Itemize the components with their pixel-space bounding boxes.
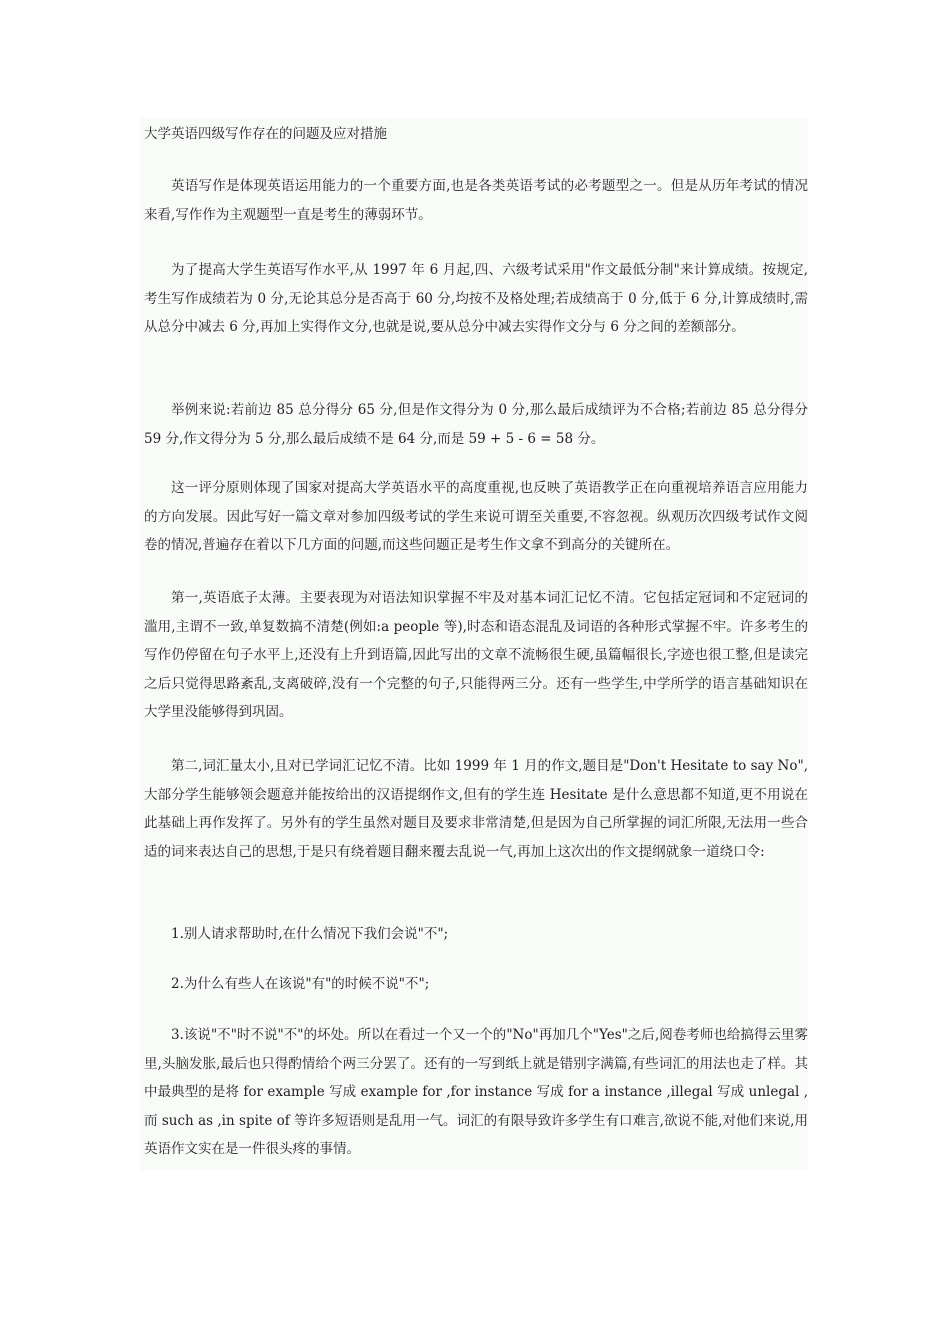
list-item-3: 3.该说"不"时不说"不"的坏处。所以在看过一个又一个的"No"再加几个"Yes"之后,阅卷考师也给搞得云里雾里,头脑发胀,最后也只得酌情给个两三分罢了。还有的一写到纸上就是错别字满篇,有些词汇的用法也走了样。其中最典型的是将 for example 写成 example for ,for instance 写成 for a instance ,illegal 写成 unlegal ,而 such as ,in spite of 等许多短语则是乱用一气。词汇的有限导致许多学生有口难言,欲说不能,对他们来说,用英语作文实在是一件很头疼的事情。 [144,1027,808,1157]
paragraph-scoring-rule: 为了提高大学生英语写作水平,从 1997 年 6 月起,四、六级考试采用"作文最低分制"来计算成绩。按规定,考生写作成绩若为 0 分,无论其总分是否高于 60 分,均按不及格处理;若成绩高于 0 分,低于 6 分,计算成绩时,需从总分中减去 6 分,再加上实得作文分,也就是说,要从总分中减去实得作文分与 6 分之间的差额部分。 [144,262,808,335]
paragraph-example: 举例来说:若前边 85 总分得分 65 分,但是作文得分为 0 分,那么最后成绩评为不合格;若前边 85 总分得分 59 分,作文得分为 5 分,那么最后成绩不是 64 分,而是 59 + 5 - 6 = 58 分。 [144,402,808,447]
paragraph-significance: 这一评分原则体现了国家对提高大学英语水平的高度重视,也反映了英语教学正在向重视培养语言应用能力的方向发展。因此写好一篇文章对参加四级考试的学生来说可谓至关重要,不容忽视。纵观历次四级考试作文阅卷的情况,普遍存在着以下几方面的问题,而这些问题正是考生作文拿不到高分的关键所在。 [144,480,808,553]
list-item-2: 2.为什么有些人在该说"有"的时候不说"不"; [171,976,430,992]
paragraph-problem-two: 第二,词汇量太小,且对已学词汇记忆不清。比如 1999 年 1 月的作文,题目是"Don't Hesitate to say No",大部分学生能够领会题意并能按给出的汉语提纲作文,但有的学生连 Hesitate 是什么意思都不知道,更不用说在此基础上再作发挥了。另外有的学生虽然对题目及要求非常清楚,但是因为自己所掌握的词汇所限,无法用一些合适的词来表达自己的思想,于是只有绕着题目翻来覆去乱说一气,再加上这次出的作文提纲就象一道绕口令: [144,758,808,860]
paragraph-intro: 英语写作是体现英语运用能力的一个重要方面,也是各类英语考试的必考题型之一。但是从历年考试的情况来看,写作作为主观题型一直是考生的薄弱环节。 [144,178,808,223]
list-item-1: 1.别人请求帮助时,在什么情况下我们会说"不"; [171,926,449,942]
document-title: 大学英语四级写作存在的问题及应对措施 [144,126,387,142]
paragraph-problem-one: 第一,英语底子太薄。主要表现为对语法知识掌握不牢及对基本词汇记忆不清。它包括定冠词和不定冠词的滥用,主谓不一致,单复数搞不清楚(例如:a people 等),时态和语态混乱及词语的各种形式掌握不牢。许多考生的写作仍停留在句子水平上,还没有上升到语篇,因此写出的文章不流畅很生硬,虽篇幅很长,字迹也很工整,但是读完之后只觉得思路紊乱,支离破碎,没有一个完整的句子,只能得两三分。还有一些学生,中学所学的语言基础知识在大学里没能够得到巩固。 [144,590,808,720]
document-body [140,118,808,1170]
